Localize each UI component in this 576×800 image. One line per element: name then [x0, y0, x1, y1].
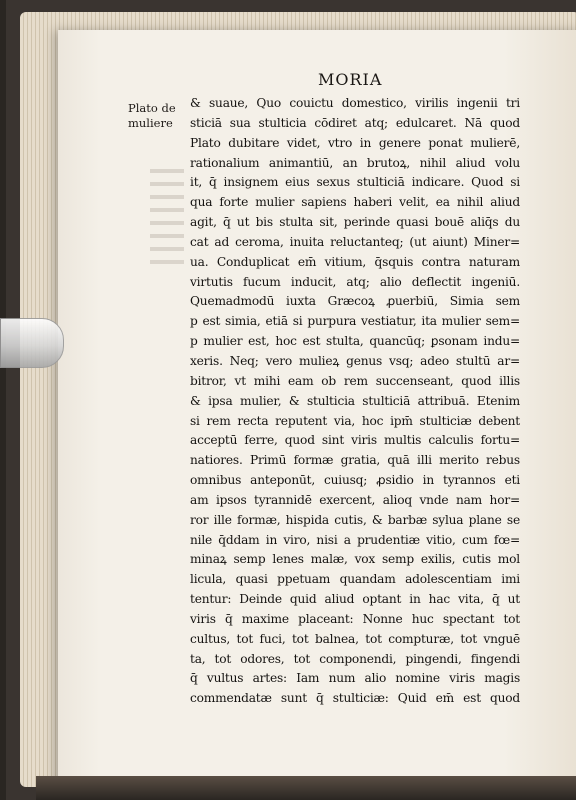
running-head: MORIA — [318, 70, 383, 89]
text-line: cat ad ceroma, inuita reluctanteq; (ut aiunt) Miner= — [190, 234, 520, 249]
text-line: cultus, tot fuci, tot balnea, tot compturæ, tot vnguē — [190, 631, 520, 646]
text-line: commendatæ sunt q̄ stulticiæ: Quid em̄ est quod — [190, 691, 520, 706]
text-line: ta, tot odores, tot componendi, pingendi, fingendi — [190, 651, 520, 666]
text-line: nile q̄ddam in viro, nisi a prudentiæ vitio, cum fœ= — [190, 532, 520, 547]
text-line: sticiā sua stulticia cōdiret atq; edulcaret. Nā quod — [190, 115, 520, 130]
text-line: Quemadmodū iuxta Græcoꝝ ꝓuerbiū, Simia sem — [190, 294, 520, 309]
text-line: & ipsa mulier, & stulticia stulticiā attribuā. Etenim — [190, 393, 520, 408]
text-line: ua. Conduplicat em̄ vitium, q̄squis contra naturam — [190, 254, 520, 269]
page-clip — [0, 318, 64, 368]
text-line: & suaue, Quo couictu domestico, virilis ingenii tri — [190, 96, 520, 110]
main-text — [190, 94, 520, 709]
text-line: omnibus anteponūt, cuiusq; ꝓsidio in tyrannos eti — [190, 473, 520, 488]
text-line: ror ille formæ, hispida cutis, & barbæ sylua plane se — [190, 512, 520, 527]
text-line: xeris. Neq; vero mulieꝝ genus vsq; adeo stultū ar= — [190, 353, 520, 368]
text-line: licula, quasi ppetuam quandam adolescentiam imi — [190, 572, 520, 587]
book-bottom-edge — [36, 776, 576, 800]
text-line: Plato dubitare videt, vtro in genere ponat mulierē, — [190, 135, 520, 150]
text-line: tentur: Deinde quid aliud optant in hac vita, q̄ ut — [190, 592, 520, 607]
text-line: q̄ vultus artes: Iam num alio nomine viris magis — [190, 671, 520, 686]
text-line: rationalium animantiū, an brutoꝝ, nihil aliud volu — [190, 155, 520, 170]
text-line: minaꝝ semp lenes malæ, vox semp exilis, cutis mol — [190, 552, 520, 567]
margin-note: Plato de muliere — [128, 101, 176, 130]
text-line: si rem recta reputent via, hoc ipm̄ stulticiæ debent — [190, 413, 520, 428]
text-line: am ipsos tyrannidē exercent, alioq vnde nam hor= — [190, 492, 520, 507]
text-line: natiores. Primū formæ gratia, quā illi merito rebus — [190, 453, 520, 468]
text-line: bitror, vt mihi eam ob rem succenseant, quod illis — [190, 373, 520, 388]
text-line: p mulier est, hoc est stulta, quancūq; ꝑsonam indu= — [190, 334, 520, 349]
text-line: virtutis fucum inducit, atq; alio deflectit ingeniū. — [190, 274, 520, 289]
text-line: acceptū ferre, quod sint viris multis calculis fortu= — [190, 433, 520, 448]
text-line: viris q̄ maxime placeant: Nonne huc spectant tot — [190, 611, 520, 626]
show-through-text — [150, 160, 190, 280]
text-line: p est simia, etiā si purpura vestiatur, ita mulier sem= — [190, 314, 520, 329]
text-line: agit, q̄ ut bis stulta sit, perinde quasi bouē aliq̄s du — [190, 215, 520, 230]
text-line: qua forte mulier sapiens haberi velit, ea nihil aliud — [190, 195, 520, 210]
text-line: it, q̄ insignem eius sexus stulticiā indicare. Quod si — [190, 175, 520, 190]
